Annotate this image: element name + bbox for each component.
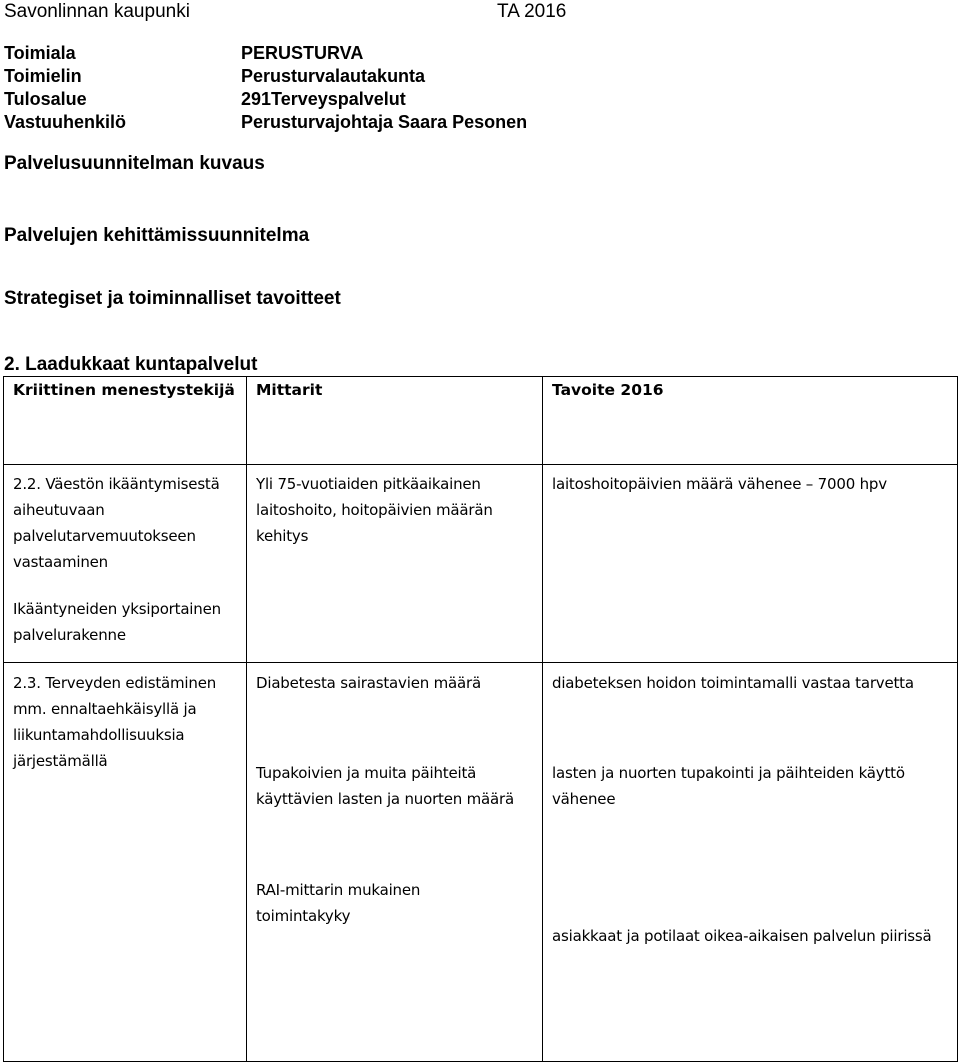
budget-year: TA 2016 [497,1,567,22]
text-line: Diabetesta sairastavien määrä [256,674,481,692]
meta-label-toimiala: Toimiala [4,43,76,63]
text-line: toimintakyky [256,907,351,925]
text-line: mm. ennaltaehkäisyllä ja [13,700,197,718]
meta-label-toimielin: Toimielin [4,66,82,86]
meta-value-vastuuhenkilo: Perusturvajohtaja Saara Pesonen [241,112,528,132]
column-divider-1 [246,376,247,1062]
table-left-border [3,376,4,1062]
text-line: lasten ja nuorten tupakointi ja päihteiden käyttö [552,764,905,782]
row2-metric-rai [256,877,420,929]
row2-target-rai [552,923,932,949]
heading-quality-services: 2. Laadukkaat kuntapalvelut [4,354,258,375]
meta-value-toimiala: PERUSTURVA [241,43,364,63]
column-header-target: Tavoite 2016 [552,381,664,399]
meta-label-tulosalue: Tulosalue [4,89,87,109]
column-header-critical-factor: Kriittinen menestystekijä [13,381,235,399]
text-line: palvelutarvemuutokseen [13,527,196,545]
text-line: vähenee [552,790,616,808]
text-line: laitoshoitopäivien määrä vähenee – 7000 hpv [552,475,887,493]
table-top-border [3,376,958,377]
city-name: Savonlinnan kaupunki [4,1,190,22]
column-header-metrics: Mittarit [256,381,323,399]
text-line: aiheutuvaan [13,501,105,519]
row2-target-diabetes [552,670,914,696]
text-line: palvelurakenne [13,626,126,644]
text-line: RAI-mittarin mukainen [256,881,421,899]
text-line: laitoshoito, hoitopäivien määrän [256,501,493,519]
meta-value-tulosalue: 291Terveyspalvelut [241,89,406,109]
heading-strategic-goals: Strategiset ja toiminnalliset tavoitteet [4,288,341,309]
text-line: liikuntamahdollisuuksia [13,726,185,744]
heading-service-plan: Palvelusuunnitelman kuvaus [4,153,265,174]
row2-target-smoking [552,760,905,812]
text-line: Tupakoivien ja muita päihteitä [256,764,477,782]
table-right-border [957,376,958,1062]
row1-target [552,471,887,497]
text-line: käyttävien lasten ja nuorten määrä [256,790,514,808]
row2-critical-factor [13,670,216,774]
heading-development-plan: Palvelujen kehittämissuunnitelma [4,225,310,246]
text-line: Yli 75-vuotiaiden pitkäaikainen [256,475,481,493]
text-line: järjestämällä [13,752,108,770]
meta-value-toimielin: Perusturvalautakunta [241,66,426,86]
text-line: kehitys [256,527,309,545]
row2-metric-smoking [256,760,514,812]
row1-critical-factor-extra [13,596,221,648]
text-line: vastaaminen [13,553,108,571]
row1-metric [256,471,493,549]
row-divider-1 [3,464,958,465]
text-line: 2.3. Terveyden edistäminen [13,674,217,692]
row1-critical-factor [13,471,220,575]
row-divider-2 [3,662,958,663]
meta-label-vastuuhenkilo: Vastuuhenkilö [4,112,127,132]
text-line: Ikääntyneiden yksiportainen [13,600,221,618]
text-line: 2.2. Väestön ikääntymisestä [13,475,220,493]
row2-metric-diabetes [256,670,481,696]
text-line: diabeteksen hoidon toimintamalli vastaa tarvetta [552,674,914,692]
text-line: asiakkaat ja potilaat oikea-aikaisen palvelun piirissä [552,927,932,945]
column-divider-2 [542,376,543,1062]
